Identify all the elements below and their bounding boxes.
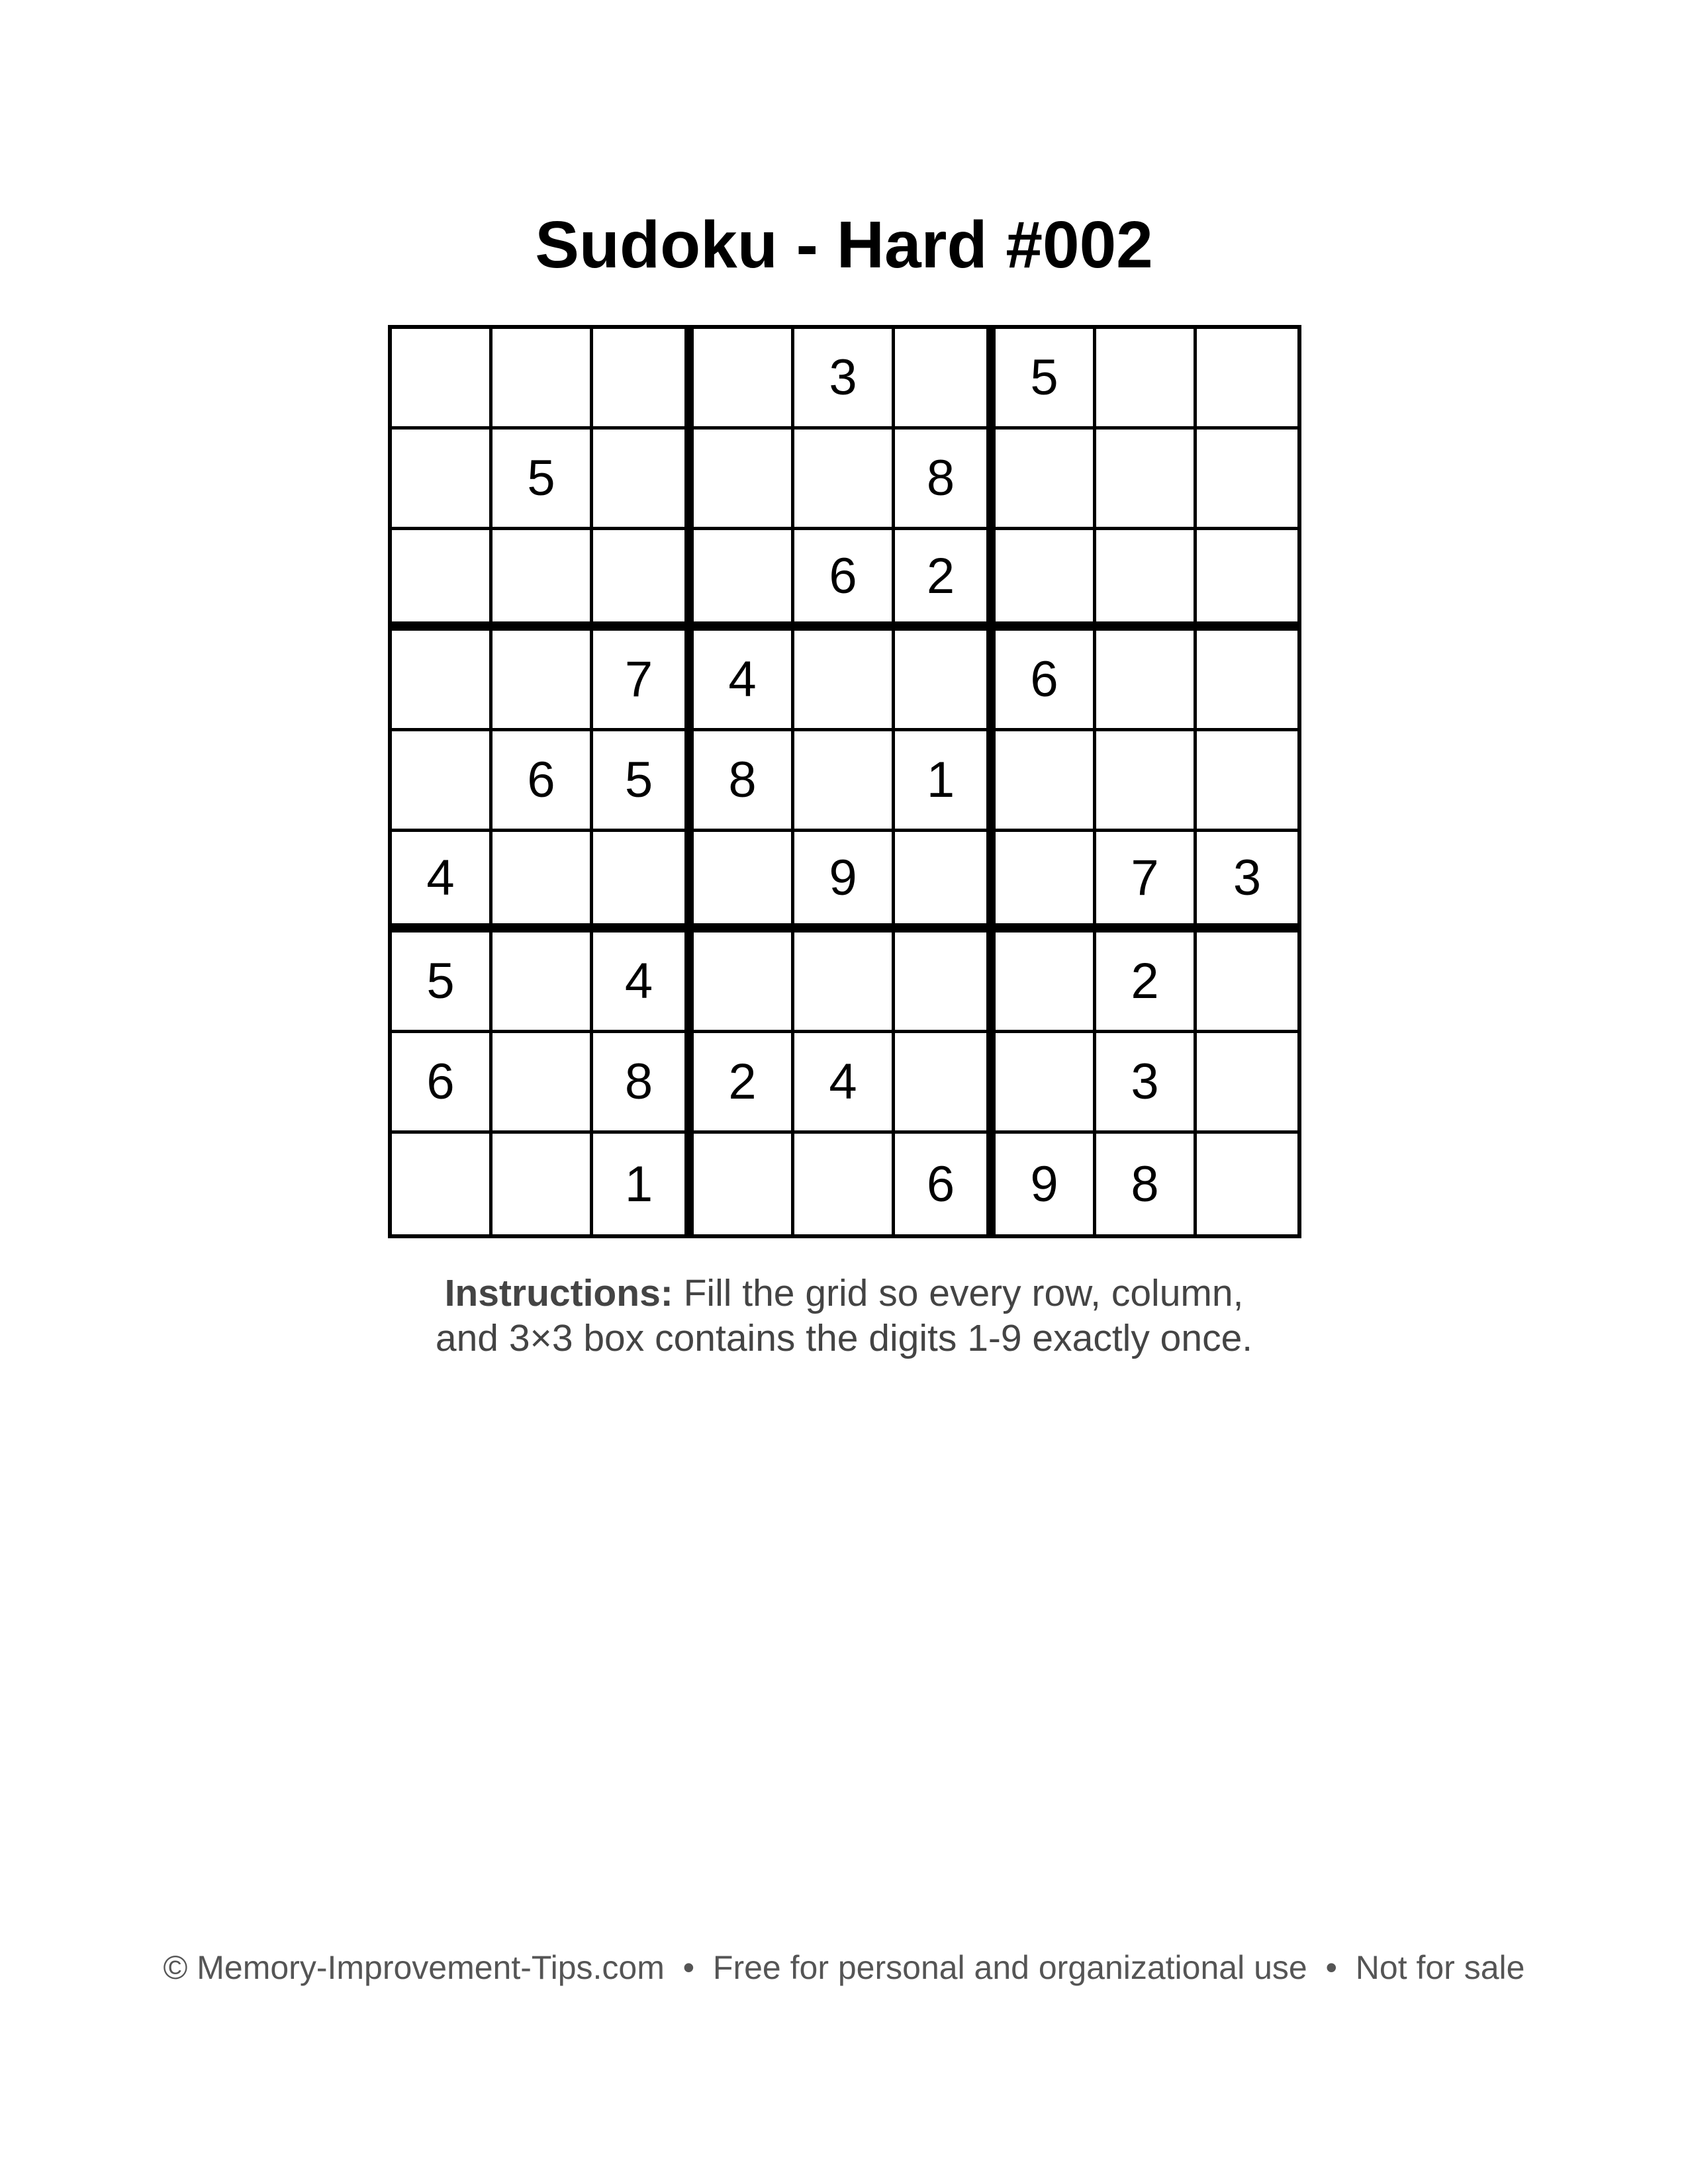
- sudoku-given-cell: 4: [794, 1033, 895, 1134]
- sudoku-empty-cell: [1197, 731, 1297, 832]
- sudoku-empty-cell: [392, 631, 492, 731]
- sudoku-given-cell: 5: [392, 933, 492, 1033]
- sudoku-given-cell: 2: [1096, 933, 1197, 1033]
- sudoku-empty-cell: [996, 530, 1096, 631]
- sudoku-empty-cell: [1197, 1033, 1297, 1134]
- sudoku-given-cell: 5: [593, 731, 694, 832]
- instructions-line-1: Fill the grid so every row, column,: [673, 1272, 1244, 1314]
- sudoku-given-cell: 4: [694, 631, 794, 731]
- sudoku-empty-cell: [895, 631, 996, 731]
- sudoku-given-cell: 4: [593, 933, 694, 1033]
- sudoku-empty-cell: [1197, 1134, 1297, 1234]
- sudoku-empty-cell: [492, 631, 593, 731]
- sudoku-given-cell: 3: [794, 329, 895, 430]
- sudoku-empty-cell: [392, 530, 492, 631]
- sudoku-empty-cell: [1096, 530, 1197, 631]
- sudoku-empty-cell: [996, 832, 1096, 933]
- sudoku-empty-cell: [492, 1134, 593, 1234]
- sudoku-empty-cell: [794, 731, 895, 832]
- sudoku-empty-cell: [1197, 631, 1297, 731]
- sudoku-empty-cell: [492, 832, 593, 933]
- sudoku-given-cell: 4: [392, 832, 492, 933]
- sudoku-empty-cell: [1096, 631, 1197, 731]
- sudoku-empty-cell: [694, 933, 794, 1033]
- sudoku-empty-cell: [794, 933, 895, 1033]
- sudoku-given-cell: 9: [996, 1134, 1096, 1234]
- sudoku-empty-cell: [694, 1134, 794, 1234]
- sudoku-given-cell: 3: [1096, 1033, 1197, 1134]
- sudoku-given-cell: 6: [492, 731, 593, 832]
- footer-notice: © Memory-Improvement-Tips.com • Free for personal and organizational use • Not for sale: [163, 1949, 1525, 1986]
- sudoku-given-cell: 1: [593, 1134, 694, 1234]
- instructions-line-2: and 3×3 box contains the digits 1-9 exactly once.: [435, 1317, 1253, 1359]
- sudoku-empty-cell: [1096, 430, 1197, 530]
- sudoku-given-cell: 7: [593, 631, 694, 731]
- sudoku-empty-cell: [593, 329, 694, 430]
- sudoku-empty-cell: [895, 933, 996, 1033]
- sudoku-empty-cell: [593, 832, 694, 933]
- sudoku-given-cell: 5: [996, 329, 1096, 430]
- sudoku-given-cell: 8: [694, 731, 794, 832]
- sudoku-empty-cell: [492, 933, 593, 1033]
- sudoku-given-cell: 2: [694, 1033, 794, 1134]
- instructions: [0, 1271, 1688, 1361]
- sudoku-given-cell: 7: [1096, 832, 1197, 933]
- sudoku-empty-cell: [392, 329, 492, 430]
- sudoku-empty-cell: [392, 731, 492, 832]
- sudoku-empty-cell: [1197, 329, 1297, 430]
- sudoku-given-cell: 1: [895, 731, 996, 832]
- sudoku-empty-cell: [392, 1134, 492, 1234]
- sudoku-empty-cell: [794, 430, 895, 530]
- sudoku-empty-cell: [1197, 530, 1297, 631]
- sudoku-empty-cell: [794, 631, 895, 731]
- sudoku-empty-cell: [895, 1033, 996, 1134]
- sudoku-empty-cell: [794, 1134, 895, 1234]
- sudoku-given-cell: 6: [392, 1033, 492, 1134]
- sudoku-empty-cell: [694, 832, 794, 933]
- page-title: Sudoku - Hard #002: [535, 208, 1153, 282]
- sudoku-empty-cell: [492, 530, 593, 631]
- sudoku-given-cell: 8: [593, 1033, 694, 1134]
- sudoku-given-cell: 3: [1197, 832, 1297, 933]
- sudoku-given-cell: 8: [1096, 1134, 1197, 1234]
- sudoku-empty-cell: [694, 530, 794, 631]
- sudoku-given-cell: 6: [996, 631, 1096, 731]
- sudoku-empty-cell: [694, 430, 794, 530]
- sudoku-grid: [388, 325, 1301, 1238]
- sudoku-given-cell: 5: [492, 430, 593, 530]
- sudoku-empty-cell: [694, 329, 794, 430]
- sudoku-empty-cell: [1096, 731, 1197, 832]
- sudoku-empty-cell: [1096, 329, 1197, 430]
- sudoku-given-cell: 8: [895, 430, 996, 530]
- sudoku-given-cell: 6: [794, 530, 895, 631]
- sudoku-given-cell: 6: [895, 1134, 996, 1234]
- sudoku-empty-cell: [895, 329, 996, 430]
- sudoku-empty-cell: [1197, 430, 1297, 530]
- sudoku-empty-cell: [1197, 933, 1297, 1033]
- sudoku-given-cell: 2: [895, 530, 996, 631]
- sudoku-empty-cell: [996, 1033, 1096, 1134]
- sudoku-given-cell: 9: [794, 832, 895, 933]
- sudoku-empty-cell: [996, 430, 1096, 530]
- sudoku-empty-cell: [996, 731, 1096, 832]
- sudoku-empty-cell: [895, 832, 996, 933]
- sudoku-empty-cell: [593, 530, 694, 631]
- sudoku-empty-cell: [492, 329, 593, 430]
- sudoku-empty-cell: [996, 933, 1096, 1033]
- instructions-label: Instructions:: [444, 1272, 673, 1314]
- sudoku-empty-cell: [593, 430, 694, 530]
- sudoku-empty-cell: [392, 430, 492, 530]
- sudoku-empty-cell: [492, 1033, 593, 1134]
